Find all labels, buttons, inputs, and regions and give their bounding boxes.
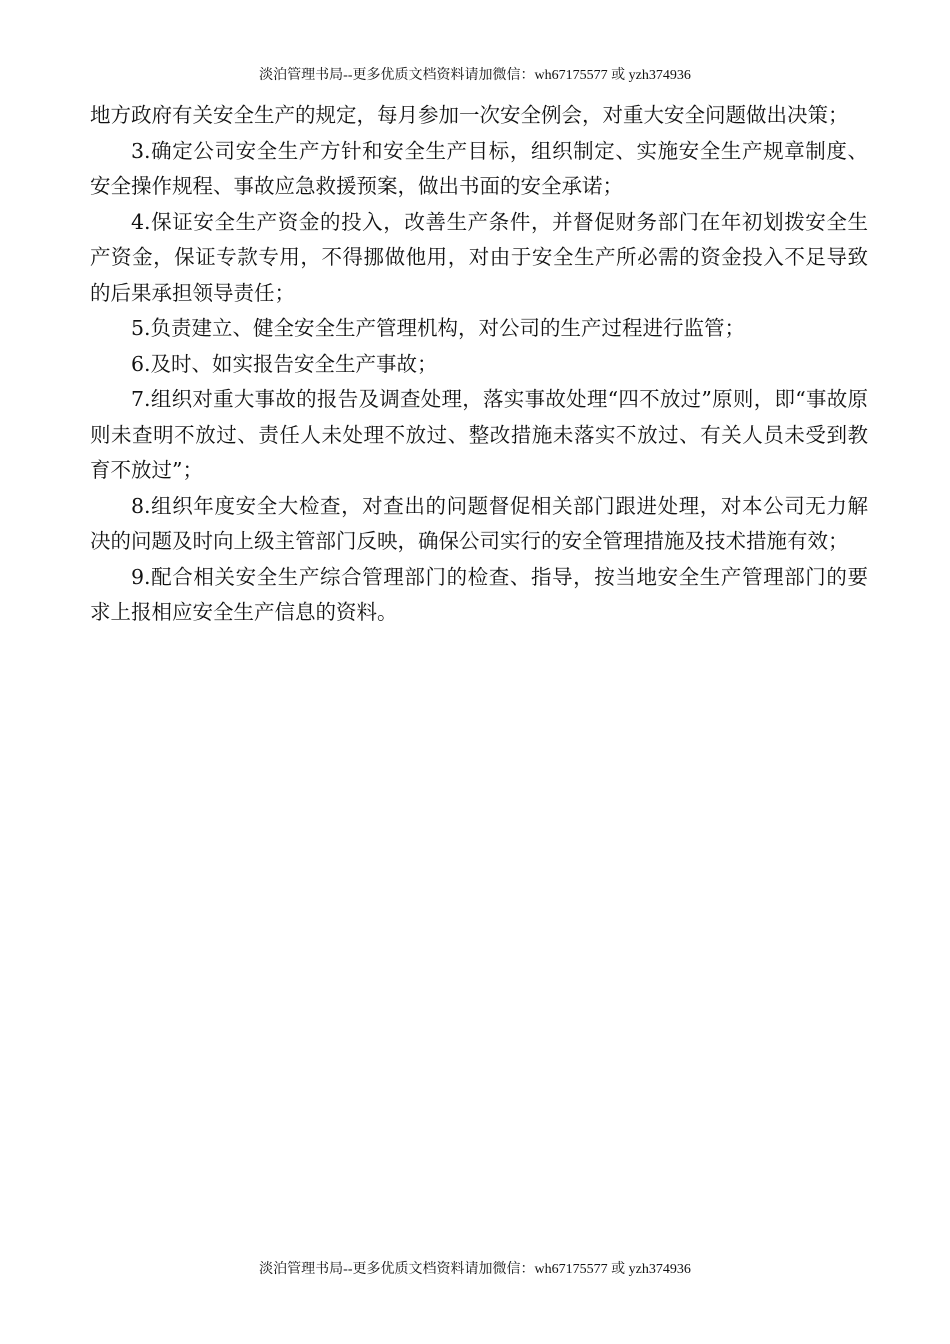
page-footer: 淡泊管理书局--更多优质文档资料请加微信：wh67175577 或 yzh374936	[259, 1262, 691, 1277]
document-body	[90, 98, 868, 631]
paragraph-item-8: 8.组织年度安全大检查，对查出的问题督促相关部门跟进处理，对本公司无力解决的问题及时向上级主管部门反映，确保公司实行的安全管理措施及技术措施有效；	[90, 493, 868, 553]
page-header: 淡泊管理书局--更多优质文档资料请加微信：wh67175577 或 yzh374936	[259, 68, 691, 83]
paragraph-item-5: 5.负责建立、健全安全生产管理机构，对公司的生产过程进行监管；	[131, 316, 746, 340]
paragraph-continued: 地方政府有关安全生产的规定，每月参加一次安全例会，对重大安全问题做出决策；	[90, 103, 849, 127]
paragraph-item-9: 9.配合相关安全生产综合管理部门的检查、指导，按当地安全生产管理部门的要求上报相应安全生产信息的资料。	[90, 564, 868, 624]
paragraph-item-3: 3.确定公司安全生产方针和安全生产目标，组织制定、实施安全生产规章制度、安全操作规程、事故应急救援预案，做出书面的安全承诺；	[90, 138, 868, 198]
paragraph-item-4: 4.保证安全生产资金的投入，改善生产条件，并督促财务部门在年初划拨安全生产资金，保证专款专用，不得挪做他用，对由于安全生产所必需的资金投入不足导致的后果承担领导责任；	[90, 209, 868, 305]
paragraph-item-6: 6.及时、如实报告安全生产事故；	[131, 351, 438, 376]
paragraph-item-7: 7.组织对重大事故的报告及调查处理，落实事故处理“四不放过”原则，即“事故原则未查明不放过、责任人未处理不放过、整改措施未落实不放过、有关人员未受到教育不放过”；	[90, 387, 868, 482]
